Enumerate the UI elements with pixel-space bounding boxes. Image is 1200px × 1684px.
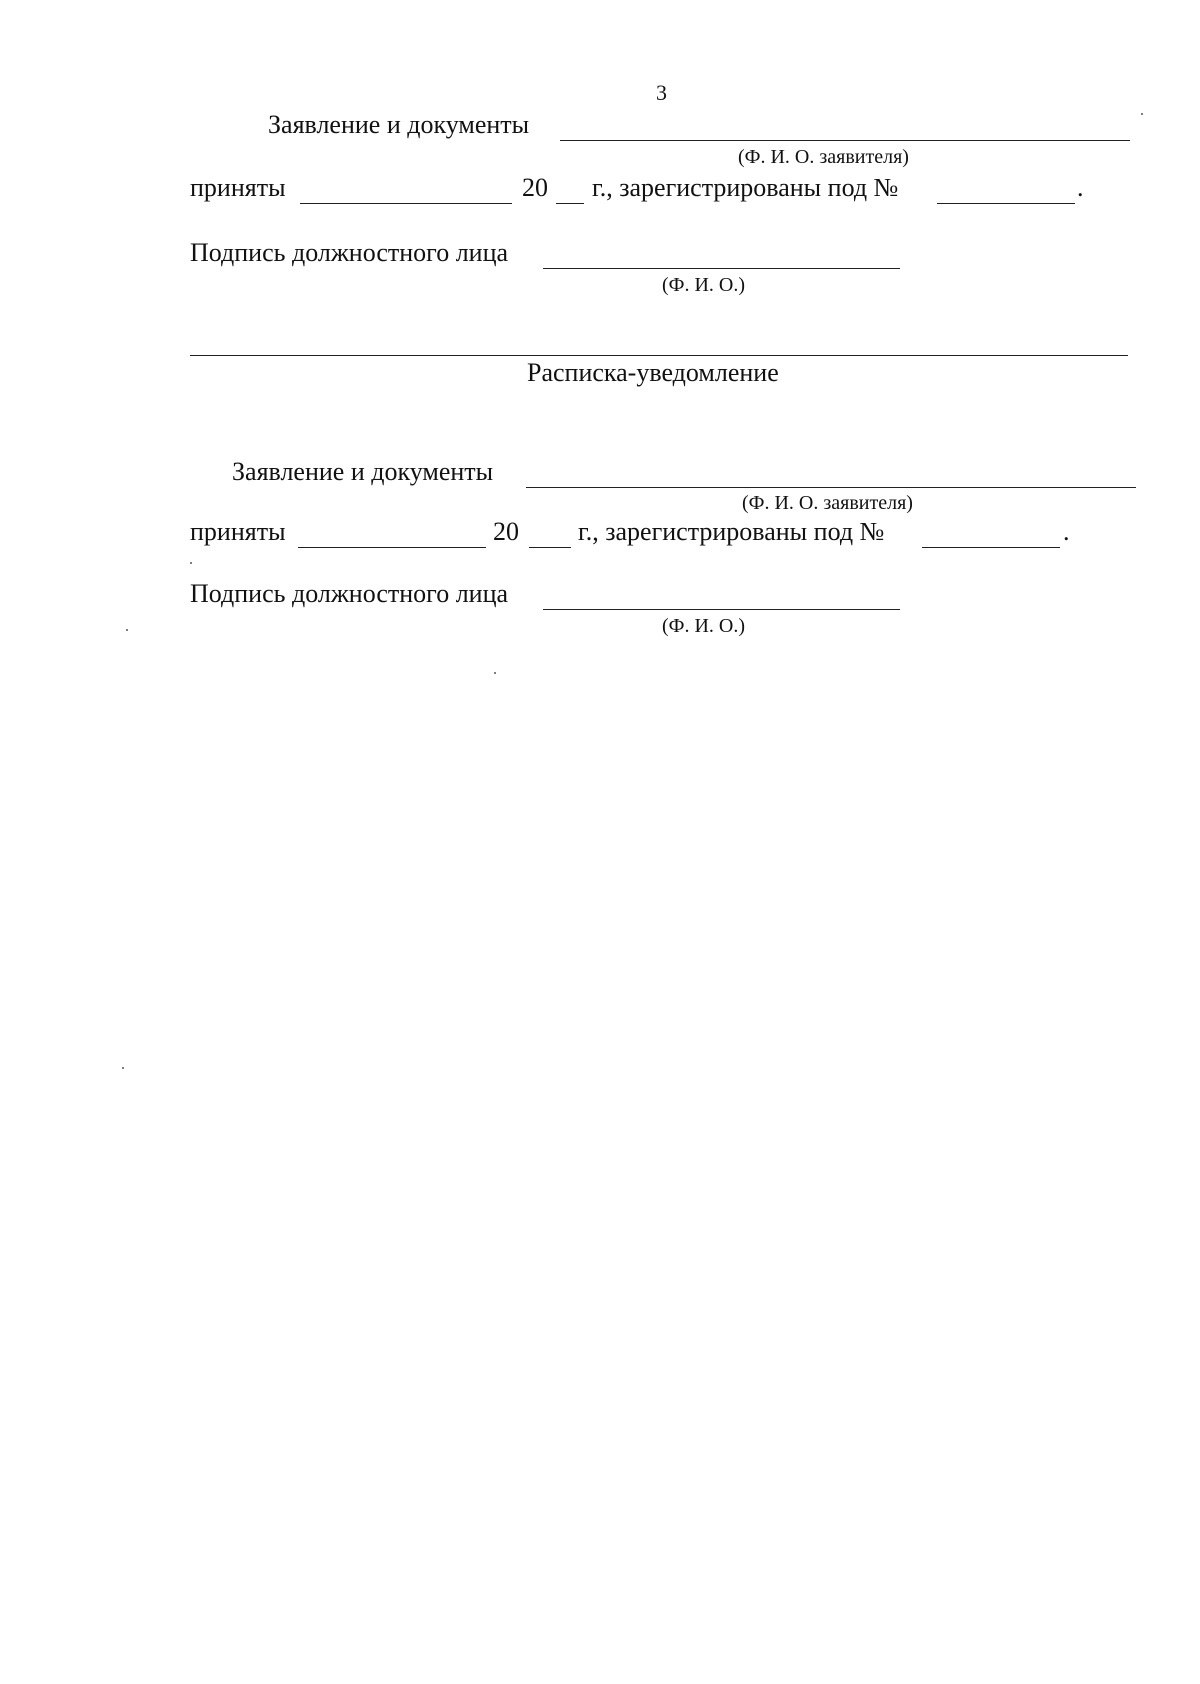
- accepted-label: приняты: [190, 517, 286, 546]
- registered-label: г., зарегистрированы под №: [578, 517, 885, 546]
- page-number: 3: [656, 80, 667, 105]
- accepted-date-blank: [300, 203, 512, 204]
- statement-label: Заявление и документы: [268, 110, 530, 139]
- applicant-name-blank: [526, 487, 1136, 488]
- signature-blank: [543, 268, 900, 269]
- period: .: [1063, 517, 1070, 546]
- scan-speck: [494, 672, 496, 674]
- receipt-title: Расписка-уведомление: [527, 358, 779, 387]
- accepted-date-blank: [298, 547, 486, 548]
- applicant-name-blank: [560, 140, 1130, 141]
- year-suffix-blank: [529, 547, 571, 548]
- official-caption: (Ф. И. О.): [662, 274, 746, 296]
- year-prefix: 20: [493, 517, 519, 546]
- accepted-label: приняты: [190, 173, 286, 202]
- scan-speck: [126, 629, 128, 631]
- statement-label: Заявление и документы: [232, 457, 494, 486]
- applicant-caption: (Ф. И. О. заявителя): [742, 492, 913, 514]
- registration-number-blank: [937, 203, 1075, 204]
- period: .: [1077, 173, 1084, 202]
- year-suffix-blank: [556, 203, 584, 204]
- applicant-caption: (Ф. И. О. заявителя): [738, 146, 909, 168]
- signature-label: Подпись должностного лица: [190, 579, 509, 608]
- official-caption: (Ф. И. О.): [662, 615, 746, 637]
- signature-blank: [543, 609, 900, 610]
- scan-speck: [1141, 113, 1143, 115]
- year-prefix: 20: [522, 173, 548, 202]
- separator-line: [190, 355, 1128, 356]
- scan-speck: [190, 562, 192, 564]
- registration-number-blank: [922, 547, 1060, 548]
- registered-label: г., зарегистрированы под №: [592, 173, 899, 202]
- scan-speck: [122, 1067, 124, 1069]
- signature-label: Подпись должностного лица: [190, 238, 509, 267]
